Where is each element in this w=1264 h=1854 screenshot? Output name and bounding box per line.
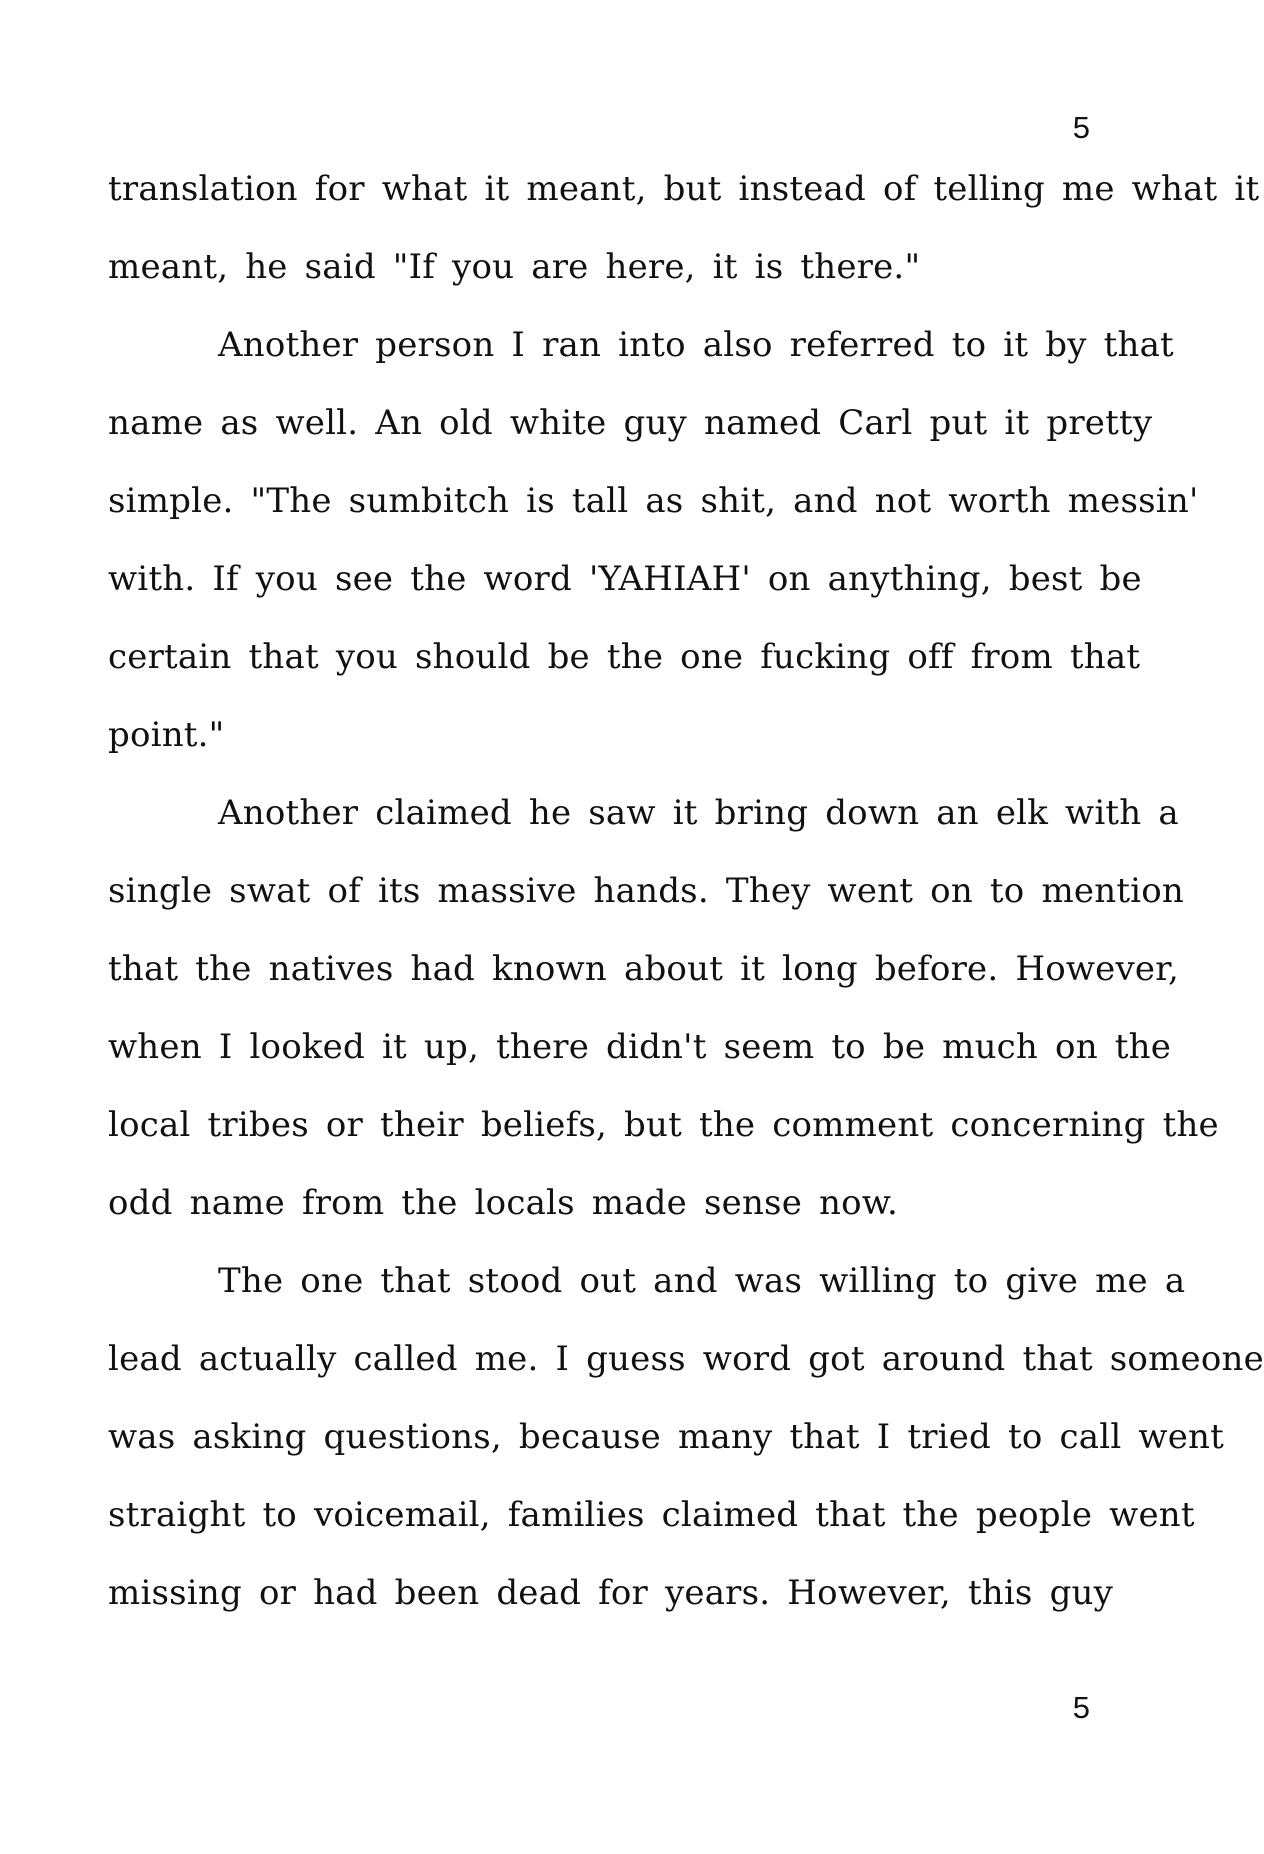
text-line: certain that you should be the one fucking off from that (108, 637, 1141, 677)
text-line: local tribes or their beliefs, but the comment concerning the (108, 1105, 1219, 1145)
text-line: when I looked it up, there didn't seem to be much on the (108, 1027, 1172, 1067)
page-number-top: 5 (1072, 110, 1090, 145)
page-number-bottom: 5 (1072, 1690, 1090, 1725)
text-line: Another claimed he saw it bring down an elk with a (218, 793, 1179, 833)
body-text (108, 150, 1264, 1632)
text-line: odd name from the locals made sense now. (108, 1183, 899, 1223)
text-line: that the natives had known about it long before. However, (108, 949, 1179, 989)
text-line: straight to voicemail, families claimed that the people went (108, 1495, 1195, 1535)
text-line: The one that stood out and was willing to give me a (218, 1261, 1186, 1301)
text-line: single swat of its massive hands. They went on to mention (108, 871, 1185, 911)
text-line: lead actually called me. I guess word got around that someone (108, 1339, 1264, 1379)
text-line: missing or had been dead for years. However, this guy (108, 1573, 1114, 1613)
text-line: name as well. An old white guy named Carl put it pretty (108, 403, 1153, 443)
text-line: meant, he said "If you are here, it is there." (108, 247, 921, 287)
text-line: Another person I ran into also referred to it by that (218, 325, 1174, 365)
text-line: was asking questions, because many that I tried to call went (108, 1417, 1225, 1457)
text-line: with. If you see the word 'YAHIAH' on anything, best be (108, 559, 1142, 599)
text-line: simple. "The sumbitch is tall as shit, and not worth messin' (108, 481, 1199, 521)
text-line: point." (108, 715, 225, 755)
text-line: translation for what it meant, but instead of telling me what it (108, 169, 1260, 209)
